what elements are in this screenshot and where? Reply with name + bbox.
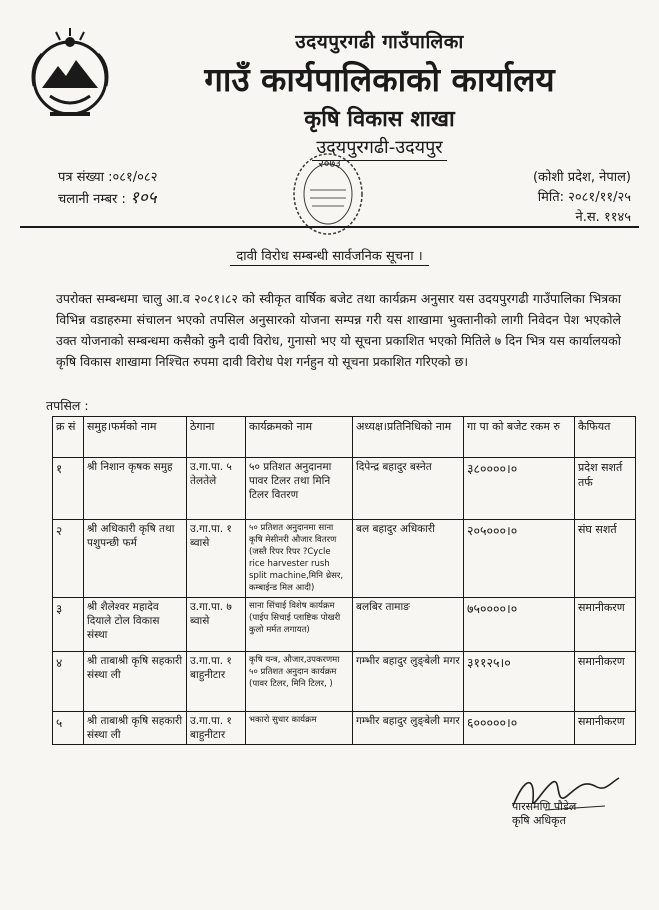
header-divider: [20, 226, 639, 228]
cell-chair: गम्भीर बहादुर लुङ्बेली मगर: [353, 712, 464, 745]
cell-budget: ३११२५।०: [464, 652, 575, 712]
cell-sn: ४: [53, 652, 84, 712]
cell-remarks: प्रदेश सशर्त तर्फ: [575, 458, 636, 520]
cell-budget: ६०००००।०: [464, 712, 575, 745]
cell-sn: ३: [53, 598, 84, 652]
cell-program: भकारो सुधार कार्यक्रम: [246, 712, 353, 745]
cell-group: श्री ताबाश्री कृषि सहकारी संस्था ली: [84, 652, 187, 712]
nepal-government-emblem-icon: [20, 26, 120, 126]
table-row: [53, 520, 636, 598]
cell-remarks: समानीकरण: [575, 712, 636, 745]
letter-ref-block: [58, 168, 157, 210]
cell-group: श्री शैलेश्वर महादेव दियाले टोल विकास संस्था: [84, 598, 187, 652]
cell-address: उ.गा.पा. ७ ब्वासे: [187, 598, 246, 652]
cell-chair: बल बहादुर अधिकारी: [353, 520, 464, 598]
cell-group: श्री अधिकारी कृषि तथा पशुपन्छी फर्म: [84, 520, 187, 598]
header-budget: गा पा को बजेट रकम रु: [464, 417, 575, 458]
signatory-post: कृषि अधिकृत: [512, 814, 566, 827]
details-table: [52, 416, 636, 745]
cell-sn: २: [53, 520, 84, 598]
cell-chair: दिपेन्द्र बहादुर बस्नेत: [353, 458, 464, 520]
office-header: [120, 28, 639, 161]
province-line: (कोशी प्रदेश, नेपाल): [532, 170, 631, 185]
cell-address: उ.गा.पा. ५ तेलतेले: [187, 458, 246, 520]
cell-group: श्री ताबाश्री कृषि सहकारी संस्था ली: [84, 712, 187, 745]
cell-remarks: समानीकरण: [575, 598, 636, 652]
header-group: समुह।फर्मको नाम: [84, 417, 187, 458]
header-address: ठेगाना: [187, 417, 246, 458]
cell-program: ५० प्रतिशत अनुदानमा पावर टिलर तथा मिनि टिलर वितरण: [246, 458, 353, 520]
cell-address: उ.गा.पा. १ बाहुनीटार: [187, 712, 246, 745]
cell-sn: ५: [53, 712, 84, 745]
stamp-year: २०७३: [318, 157, 341, 170]
date-line: मिति: २०८१/११/२५: [537, 190, 631, 205]
chalani-number: चलानी नम्बर : १०५: [58, 188, 157, 208]
table-row: [53, 652, 636, 712]
header-chair: अध्यक्ष।प्रतिनिधिको नाम: [353, 417, 464, 458]
cell-budget: ३८००००।०: [464, 458, 575, 520]
signatory-name: पारसमणि पौडेल: [512, 800, 577, 813]
notice-body: उपरोक्त सम्बन्धमा चालु आ.व २०८१।८२ को स्वीकृत वार्षिक बजेट तथा कार्यक्रम अनुसार यस उदयपुरगढी गाउँपालिका भित्रका विभिन्न वडाहरुमा संचालन भएको तपसिल अनुसारको योजना सम्पन्न गरी यस शाखामा भुक्तानीको लागी निवेदन पेश भएकोले उक्त योजनाको सम्बन्धमा कसैको कुनै दावी विरोध, गुनासो भए यो सूचना प्रकाशित भएको मितिले ७ दिन भित्र यस कार्यालयको कृषि विकास शाखामा निश्चित रुपमा दावी विरोध पेश गर्नहुन यो सूचना प्रकाशित गरिएको छ।: [56, 291, 621, 369]
cell-chair: गम्भीर बहादुर लुङ्बेली मगर: [353, 652, 464, 712]
header-program: कार्यक्रमको नाम: [246, 417, 353, 458]
table-row: [53, 712, 636, 745]
cell-budget: २०५०००।०: [464, 520, 575, 598]
table-header-row: [53, 417, 636, 458]
cell-program: कृषि यन्त्र, औजार,उपकरणमा ५० प्रतिशत अनुदान कार्यक्रम (पावर टिलर, मिनि टिलर, ): [246, 652, 353, 712]
cell-program: साना सिंचाई विशेष कार्यक्रम (पाईप सिचाई प्लाष्टिक पोखरी कुलो मर्मत लगायत): [246, 598, 353, 652]
cell-program: ५० प्रतिशत अनुदानमा साना कृषि मेसीनरी औजार वितरण (जस्तै रिपर रिपर ?Cycle rice harvester rush split machine,मिनि थ्रेसर, कम्बाईन्ड मिल आदी): [246, 520, 353, 598]
cell-address: उ.गा.पा. १ ब्वासे: [187, 520, 246, 598]
office-name: गाउँ कार्यपालिकाको कार्यालय: [204, 60, 555, 99]
table-row: [53, 458, 636, 520]
cell-sn: १: [53, 458, 84, 520]
cell-remarks: समानीकरण: [575, 652, 636, 712]
table-row: [53, 598, 636, 652]
cell-group: श्री निशान कृषक समुह: [84, 458, 187, 520]
header-sn: क्र सं: [53, 417, 84, 458]
branch-name: कृषि विकास शाखा: [304, 107, 455, 132]
cell-remarks: संघ सशर्त: [575, 520, 636, 598]
tapsil-label: तपसिल :: [46, 398, 89, 413]
patra-sankhya: पत्र संख्या :०८१/०८२: [58, 170, 158, 185]
notice-subject: दावी विरोध सम्बन्धी सार्वजनिक सूचना ।: [0, 246, 659, 264]
header-remarks: कैफियत: [575, 417, 636, 458]
cell-budget: ७५००००।०: [464, 598, 575, 652]
office-address: उदयपुरगढी-उदयपुर: [312, 135, 446, 161]
date-block: [533, 168, 631, 228]
cell-address: उ.गा.पा. १ बाहुनीटार: [187, 652, 246, 712]
nepal-sambat-line: ने.स. ११४५: [575, 210, 631, 225]
municipality-name: उदयपुरगढी गाउँपालिका: [295, 31, 464, 53]
cell-chair: बलबिर तामाङ: [353, 598, 464, 652]
signatory-block: [512, 800, 576, 828]
